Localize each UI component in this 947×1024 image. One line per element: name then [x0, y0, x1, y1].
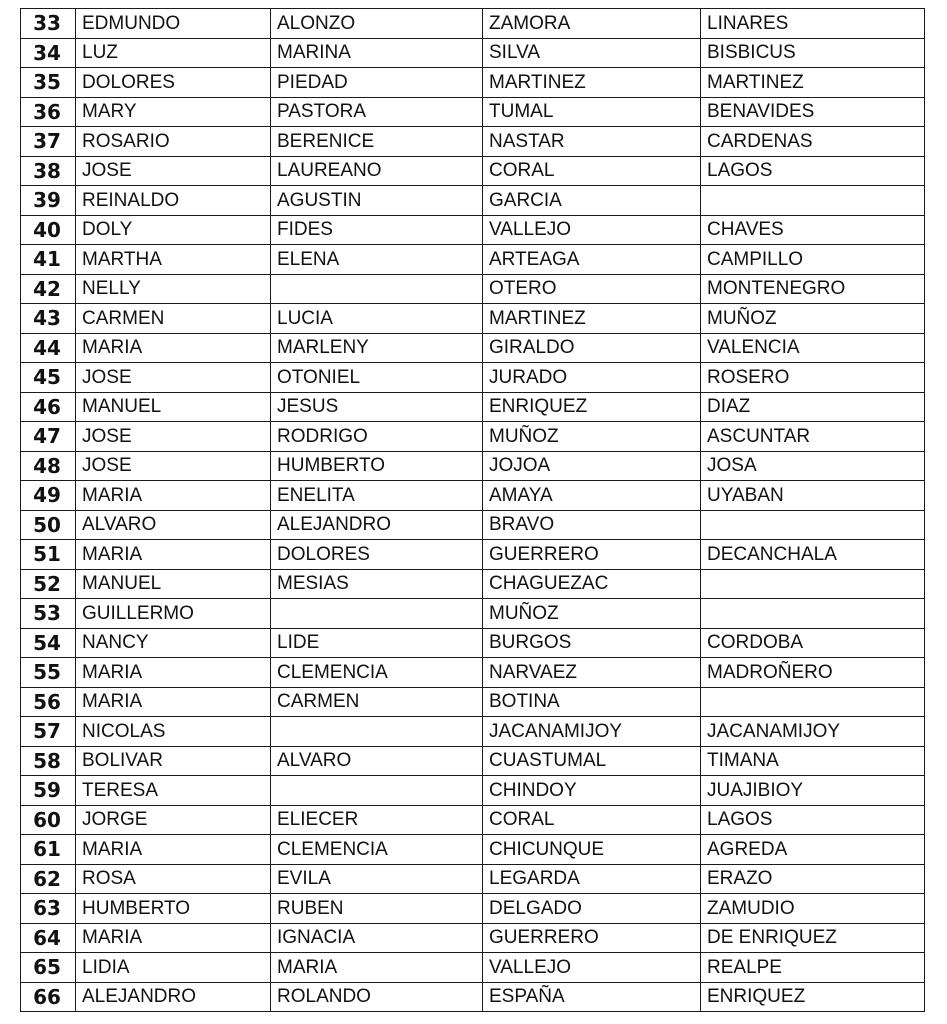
middle-name-cell	[271, 599, 483, 629]
first-name-cell: JOSE	[76, 451, 271, 481]
middle-name-cell: FIDES	[271, 215, 483, 245]
table-row	[21, 451, 925, 481]
table-row	[21, 97, 925, 127]
second-surname-cell: MADROÑERO	[701, 658, 925, 688]
row-number-cell: 47	[21, 422, 76, 452]
table-row	[21, 481, 925, 511]
middle-name-cell: AGUSTIN	[271, 186, 483, 216]
first-name-cell: NANCY	[76, 628, 271, 658]
row-number-cell: 39	[21, 186, 76, 216]
second-surname-cell: UYABAN	[701, 481, 925, 511]
second-surname-cell: JACANAMIJOY	[701, 717, 925, 747]
first-surname-cell: BOTINA	[483, 687, 701, 717]
second-surname-cell: LAGOS	[701, 805, 925, 835]
first-surname-cell: BRAVO	[483, 510, 701, 540]
first-name-cell: JOSE	[76, 422, 271, 452]
table-row	[21, 422, 925, 452]
first-surname-cell: LEGARDA	[483, 864, 701, 894]
second-surname-cell: AGREDA	[701, 835, 925, 865]
row-number-cell: 61	[21, 835, 76, 865]
row-number-cell: 59	[21, 776, 76, 806]
row-number-cell: 48	[21, 451, 76, 481]
second-surname-cell: CORDOBA	[701, 628, 925, 658]
second-surname-cell: CHAVES	[701, 215, 925, 245]
row-number-cell: 45	[21, 363, 76, 393]
first-surname-cell: CHICUNQUE	[483, 835, 701, 865]
row-number-cell: 62	[21, 864, 76, 894]
table-row	[21, 658, 925, 688]
second-surname-cell: ENRIQUEZ	[701, 982, 925, 1012]
first-name-cell: JOSE	[76, 363, 271, 393]
first-name-cell: NELLY	[76, 274, 271, 304]
row-number-cell: 56	[21, 687, 76, 717]
first-surname-cell: ENRIQUEZ	[483, 392, 701, 422]
table-row	[21, 923, 925, 953]
middle-name-cell: PASTORA	[271, 97, 483, 127]
second-surname-cell: ERAZO	[701, 864, 925, 894]
first-surname-cell: JACANAMIJOY	[483, 717, 701, 747]
first-surname-cell: CORAL	[483, 805, 701, 835]
middle-name-cell	[271, 274, 483, 304]
first-surname-cell: CHINDOY	[483, 776, 701, 806]
first-surname-cell: TUMAL	[483, 97, 701, 127]
table-row	[21, 215, 925, 245]
row-number-cell: 42	[21, 274, 76, 304]
row-number-cell: 35	[21, 68, 76, 98]
first-name-cell: DOLY	[76, 215, 271, 245]
middle-name-cell: RODRIGO	[271, 422, 483, 452]
second-surname-cell: BISBICUS	[701, 38, 925, 68]
row-number-cell: 43	[21, 304, 76, 334]
middle-name-cell: MESIAS	[271, 569, 483, 599]
first-surname-cell: MUÑOZ	[483, 422, 701, 452]
table-row	[21, 127, 925, 157]
second-surname-cell: DECANCHALA	[701, 540, 925, 570]
first-surname-cell: BURGOS	[483, 628, 701, 658]
table-row	[21, 510, 925, 540]
table-row	[21, 805, 925, 835]
row-number-cell: 66	[21, 982, 76, 1012]
second-surname-cell	[701, 599, 925, 629]
names-table-body	[21, 9, 925, 1012]
table-row	[21, 186, 925, 216]
row-number-cell: 36	[21, 97, 76, 127]
middle-name-cell: MARLENY	[271, 333, 483, 363]
table-row	[21, 628, 925, 658]
middle-name-cell: RUBEN	[271, 894, 483, 924]
first-surname-cell: NARVAEZ	[483, 658, 701, 688]
first-name-cell: MARIA	[76, 481, 271, 511]
middle-name-cell: BERENICE	[271, 127, 483, 157]
first-surname-cell: VALLEJO	[483, 215, 701, 245]
first-name-cell: DOLORES	[76, 68, 271, 98]
table-row	[21, 687, 925, 717]
row-number-cell: 65	[21, 953, 76, 983]
second-surname-cell	[701, 687, 925, 717]
first-surname-cell: GUERRERO	[483, 923, 701, 953]
first-name-cell: TERESA	[76, 776, 271, 806]
table-row	[21, 245, 925, 275]
table-row	[21, 156, 925, 186]
second-surname-cell: MARTINEZ	[701, 68, 925, 98]
middle-name-cell: EVILA	[271, 864, 483, 894]
table-row	[21, 982, 925, 1012]
first-surname-cell: GIRALDO	[483, 333, 701, 363]
first-name-cell: MARIA	[76, 835, 271, 865]
second-surname-cell	[701, 510, 925, 540]
first-name-cell: MARIA	[76, 540, 271, 570]
table-row	[21, 363, 925, 393]
first-surname-cell: JURADO	[483, 363, 701, 393]
table-row	[21, 38, 925, 68]
second-surname-cell: REALPE	[701, 953, 925, 983]
table-row	[21, 68, 925, 98]
row-number-cell: 53	[21, 599, 76, 629]
row-number-cell: 40	[21, 215, 76, 245]
first-name-cell: ROSARIO	[76, 127, 271, 157]
middle-name-cell	[271, 717, 483, 747]
middle-name-cell: ENELITA	[271, 481, 483, 511]
row-number-cell: 64	[21, 923, 76, 953]
row-number-cell: 58	[21, 746, 76, 776]
middle-name-cell: MARINA	[271, 38, 483, 68]
first-surname-cell: CHAGUEZAC	[483, 569, 701, 599]
row-number-cell: 60	[21, 805, 76, 835]
table-row	[21, 9, 925, 39]
first-name-cell: MARIA	[76, 658, 271, 688]
first-surname-cell: ZAMORA	[483, 9, 701, 39]
middle-name-cell: CLEMENCIA	[271, 658, 483, 688]
row-number-cell: 38	[21, 156, 76, 186]
table-row	[21, 392, 925, 422]
second-surname-cell: CAMPILLO	[701, 245, 925, 275]
row-number-cell: 49	[21, 481, 76, 511]
middle-name-cell: ALVARO	[271, 746, 483, 776]
second-surname-cell: LINARES	[701, 9, 925, 39]
second-surname-cell: ZAMUDIO	[701, 894, 925, 924]
first-name-cell: ROSA	[76, 864, 271, 894]
second-surname-cell: MONTENEGRO	[701, 274, 925, 304]
second-surname-cell: ASCUNTAR	[701, 422, 925, 452]
middle-name-cell: CLEMENCIA	[271, 835, 483, 865]
first-name-cell: MARIA	[76, 923, 271, 953]
table-row	[21, 894, 925, 924]
middle-name-cell: ALEJANDRO	[271, 510, 483, 540]
first-surname-cell: MUÑOZ	[483, 599, 701, 629]
first-name-cell: JORGE	[76, 805, 271, 835]
middle-name-cell: IGNACIA	[271, 923, 483, 953]
table-row	[21, 599, 925, 629]
first-name-cell: MANUEL	[76, 569, 271, 599]
middle-name-cell: CARMEN	[271, 687, 483, 717]
first-surname-cell: SILVA	[483, 38, 701, 68]
middle-name-cell: LUCIA	[271, 304, 483, 334]
middle-name-cell: MARIA	[271, 953, 483, 983]
first-surname-cell: CORAL	[483, 156, 701, 186]
table-row	[21, 835, 925, 865]
row-number-cell: 54	[21, 628, 76, 658]
table-row	[21, 864, 925, 894]
second-surname-cell	[701, 569, 925, 599]
row-number-cell: 63	[21, 894, 76, 924]
first-surname-cell: DELGADO	[483, 894, 701, 924]
first-name-cell: GUILLERMO	[76, 599, 271, 629]
first-name-cell: ALEJANDRO	[76, 982, 271, 1012]
first-name-cell: HUMBERTO	[76, 894, 271, 924]
row-number-cell: 44	[21, 333, 76, 363]
first-name-cell: EDMUNDO	[76, 9, 271, 39]
row-number-cell: 41	[21, 245, 76, 275]
second-surname-cell: MUÑOZ	[701, 304, 925, 334]
first-surname-cell: JOJOA	[483, 451, 701, 481]
first-name-cell: MANUEL	[76, 392, 271, 422]
first-name-cell: LUZ	[76, 38, 271, 68]
first-surname-cell: GUERRERO	[483, 540, 701, 570]
middle-name-cell: ELIECER	[271, 805, 483, 835]
table-row	[21, 304, 925, 334]
first-name-cell: MARY	[76, 97, 271, 127]
first-name-cell: LIDIA	[76, 953, 271, 983]
row-number-cell: 55	[21, 658, 76, 688]
first-surname-cell: AMAYA	[483, 481, 701, 511]
middle-name-cell: OTONIEL	[271, 363, 483, 393]
middle-name-cell: JESUS	[271, 392, 483, 422]
first-surname-cell: VALLEJO	[483, 953, 701, 983]
second-surname-cell: CARDENAS	[701, 127, 925, 157]
table-row	[21, 333, 925, 363]
table-row	[21, 717, 925, 747]
second-surname-cell: DIAZ	[701, 392, 925, 422]
second-surname-cell: BENAVIDES	[701, 97, 925, 127]
first-surname-cell: GARCIA	[483, 186, 701, 216]
first-name-cell: MARIA	[76, 687, 271, 717]
table-row	[21, 776, 925, 806]
first-name-cell: NICOLAS	[76, 717, 271, 747]
first-name-cell: JOSE	[76, 156, 271, 186]
row-number-cell: 50	[21, 510, 76, 540]
middle-name-cell	[271, 776, 483, 806]
middle-name-cell: PIEDAD	[271, 68, 483, 98]
table-row	[21, 274, 925, 304]
second-surname-cell: VALENCIA	[701, 333, 925, 363]
table-row	[21, 746, 925, 776]
first-name-cell: CARMEN	[76, 304, 271, 334]
second-surname-cell: TIMANA	[701, 746, 925, 776]
first-name-cell: MARTHA	[76, 245, 271, 275]
row-number-cell: 52	[21, 569, 76, 599]
first-surname-cell: MARTINEZ	[483, 68, 701, 98]
middle-name-cell: ALONZO	[271, 9, 483, 39]
row-number-cell: 34	[21, 38, 76, 68]
first-name-cell: ALVARO	[76, 510, 271, 540]
second-surname-cell: JOSA	[701, 451, 925, 481]
row-number-cell: 46	[21, 392, 76, 422]
first-surname-cell: OTERO	[483, 274, 701, 304]
first-surname-cell: NASTAR	[483, 127, 701, 157]
first-name-cell: MARIA	[76, 333, 271, 363]
row-number-cell: 57	[21, 717, 76, 747]
first-surname-cell: MARTINEZ	[483, 304, 701, 334]
first-surname-cell: ESPAÑA	[483, 982, 701, 1012]
table-row	[21, 569, 925, 599]
row-number-cell: 37	[21, 127, 76, 157]
first-surname-cell: ARTEAGA	[483, 245, 701, 275]
names-table	[20, 8, 925, 1012]
middle-name-cell: HUMBERTO	[271, 451, 483, 481]
middle-name-cell: LAUREANO	[271, 156, 483, 186]
second-surname-cell: DE ENRIQUEZ	[701, 923, 925, 953]
row-number-cell: 33	[21, 9, 76, 39]
second-surname-cell: LAGOS	[701, 156, 925, 186]
second-surname-cell: ROSERO	[701, 363, 925, 393]
first-name-cell: BOLIVAR	[76, 746, 271, 776]
table-row	[21, 953, 925, 983]
middle-name-cell: LIDE	[271, 628, 483, 658]
row-number-cell: 51	[21, 540, 76, 570]
table-row	[21, 540, 925, 570]
first-name-cell: REINALDO	[76, 186, 271, 216]
first-surname-cell: CUASTUMAL	[483, 746, 701, 776]
second-surname-cell	[701, 186, 925, 216]
second-surname-cell: JUAJIBIOY	[701, 776, 925, 806]
middle-name-cell: DOLORES	[271, 540, 483, 570]
middle-name-cell: ELENA	[271, 245, 483, 275]
middle-name-cell: ROLANDO	[271, 982, 483, 1012]
